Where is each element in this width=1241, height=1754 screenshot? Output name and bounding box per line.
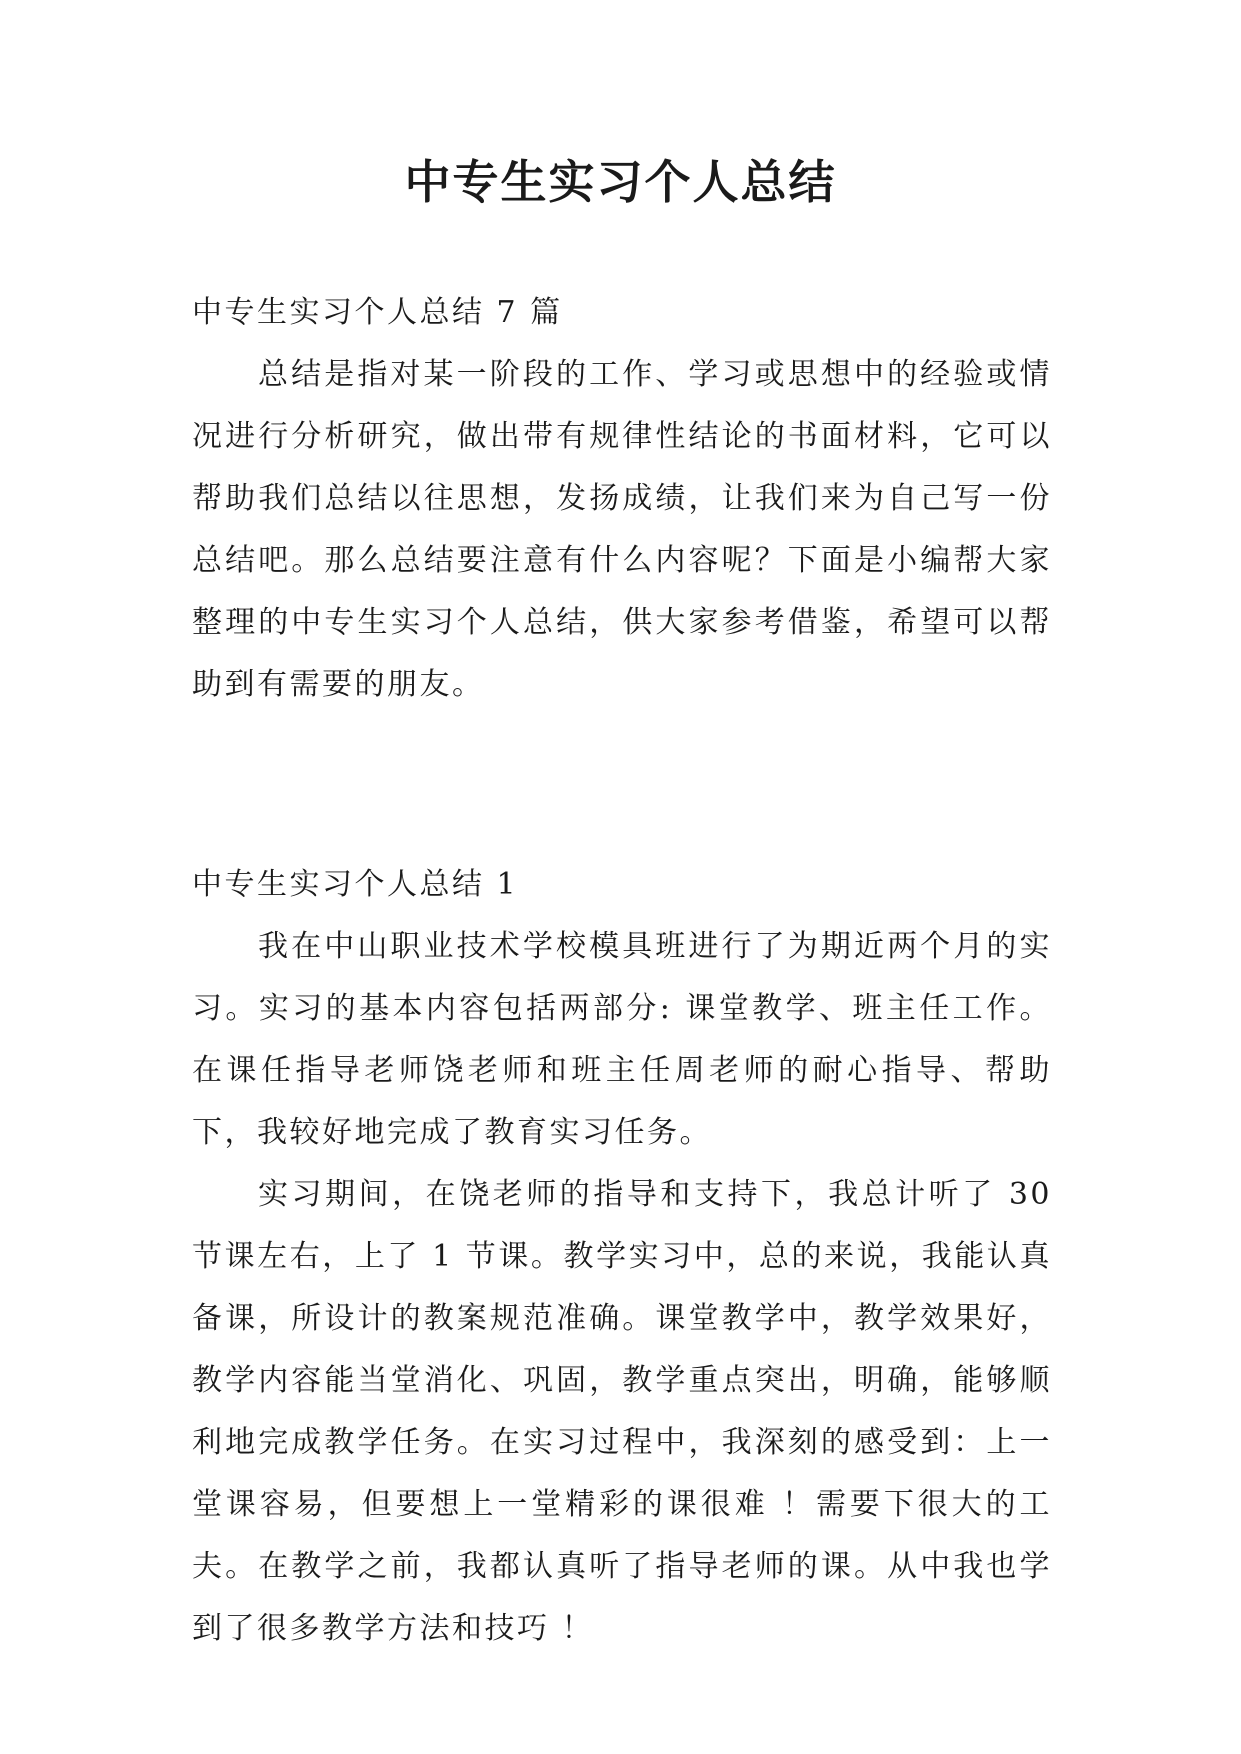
section-paragraph: 实习期间，在饶老师的指导和支持下，我总计听了 30 节课左右，上了 1 节课。教学实习中，总的来说，我能认真备课，所设计的教案规范准确。课堂教学中，教学效果好，教学内容能当堂消化、巩固，教学重点突出，明确，能够顺利地完成教学任务。在实习过程中，我深刻的感受到：上一堂课容易，但要想上一堂精彩的课很难 ！需要下很大的工夫。在教学之前，我都认真听了指导老师的课。从中我也学到了很多教学方法和技巧 ！: [192, 1177, 1052, 1646]
document-subtitle: 中专生实习个人总结 7 篇: [192, 295, 563, 330]
document-title: 中专生实习个人总结: [404, 155, 837, 209]
document-body: [192, 282, 1052, 1660]
section-heading: 中专生实习个人总结 1: [192, 867, 519, 902]
section-paragraph: 我在中山职业技术学校模具班进行了为期近两个月的实习。实习的基本内容包括两部分: 课堂教学、班主任工作。在课任指导老师饶老师和班主任周老师的耐心指导、帮助下，我较好地完成了教育实习任务。: [192, 929, 1052, 1150]
section-spacer: [192, 716, 1052, 854]
intro-paragraph: 总结是指对某一阶段的工作、学习或思想中的经验或情况进行分析研究，做出带有规律性结论的书面材料，它可以帮助我们总结以往思想，发扬成绩，让我们来为自己写一份总结吧。那么总结要注意有什么内容呢？下面是小编帮大家整理的中专生实习个人总结，供大家参考借鉴，希望可以帮助到有需要的朋友。: [192, 357, 1052, 702]
